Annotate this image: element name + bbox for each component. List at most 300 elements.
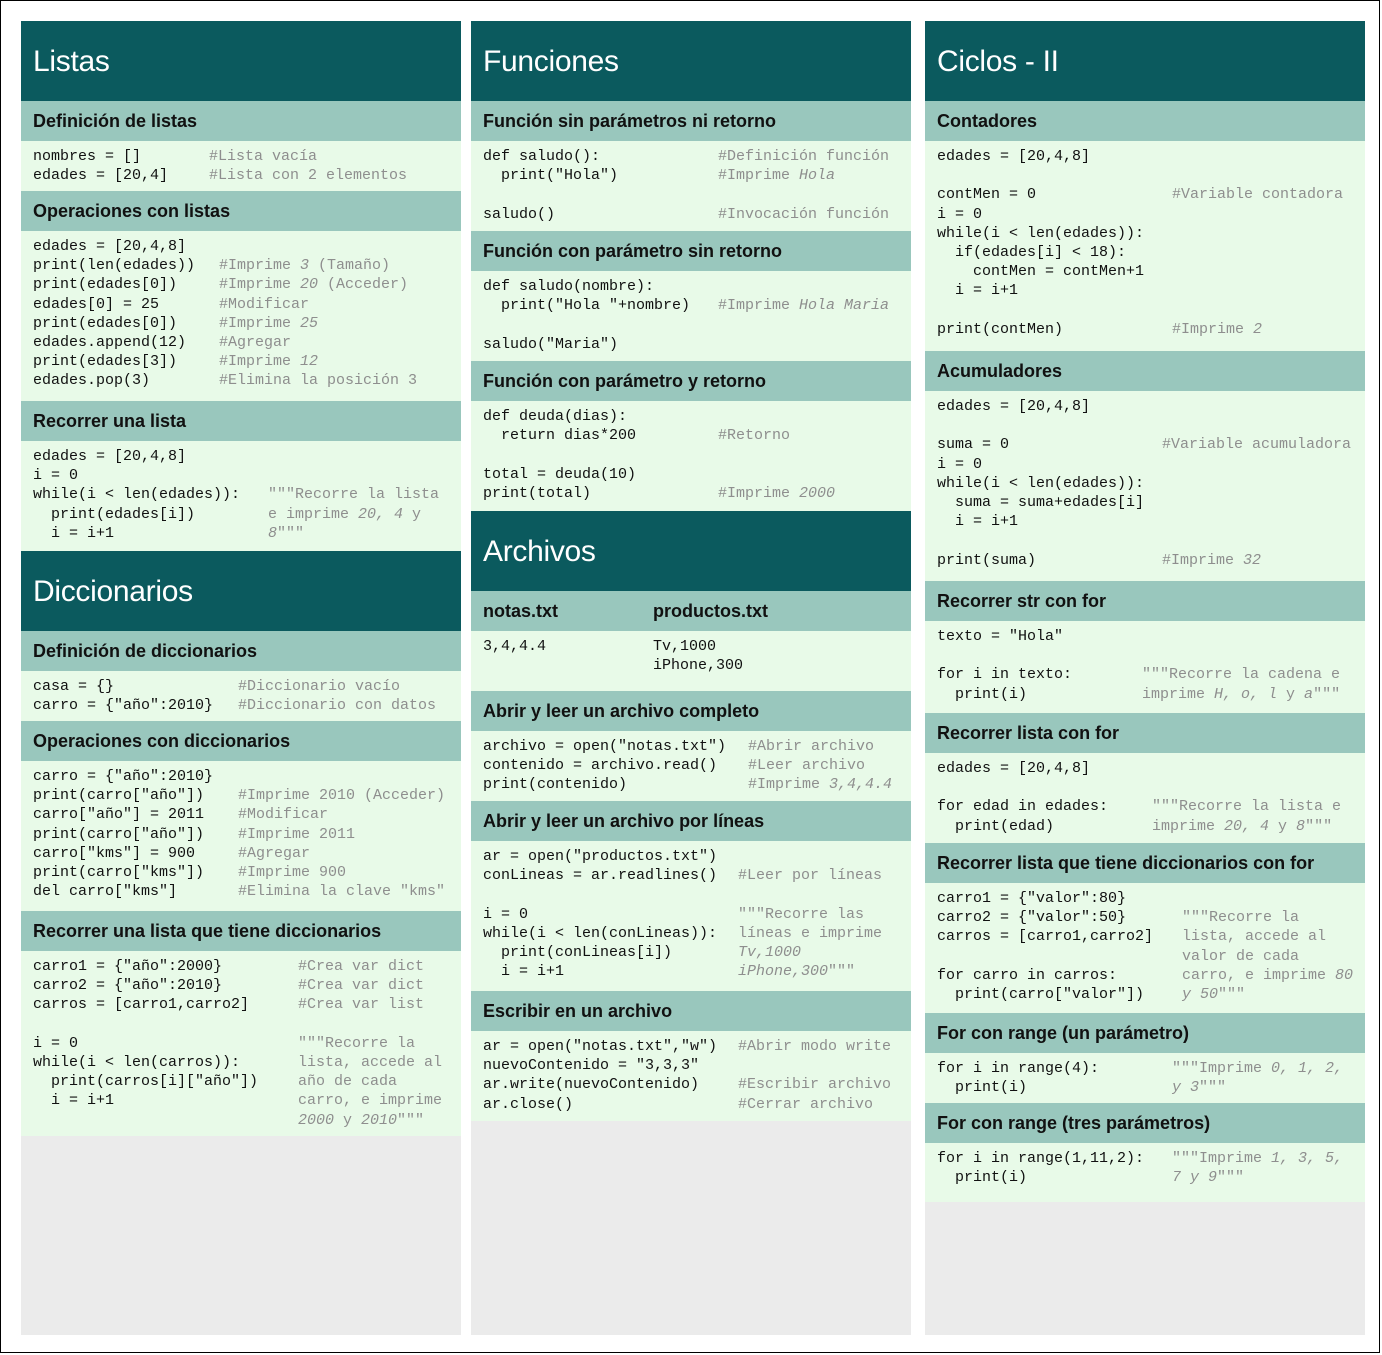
code-text: while(i < len(carros)): (33, 1053, 241, 1071)
code-text: carros = [carro1,carro2] (937, 928, 1154, 946)
comment-text: """ (397, 1111, 425, 1129)
code-line (471, 205, 911, 224)
code-text: for i in texto: (937, 666, 1073, 684)
code-line (925, 551, 1365, 570)
code-line (21, 805, 461, 824)
comment-text: #Escribir archivo (738, 1076, 892, 1094)
code-comment (748, 775, 892, 794)
code-comment (738, 905, 864, 924)
code-comment (1152, 797, 1341, 816)
code-line (471, 465, 911, 484)
comment-italic-value: a (1304, 685, 1314, 703)
code-text: def saludo(nombre): (483, 278, 655, 295)
code-block-acumuladores (925, 391, 1365, 581)
code-comment (268, 505, 421, 524)
code-line (925, 1078, 1365, 1097)
code-text: print(edades[3]) (33, 353, 178, 371)
code-line (471, 1095, 911, 1114)
code-line (925, 474, 1365, 493)
code-text: def deuda(dias): (483, 408, 628, 425)
comment-text: """ (1199, 1079, 1227, 1097)
code-line (925, 1168, 1365, 1187)
code-comment (298, 957, 424, 976)
comment-text: #Imprime (718, 484, 800, 502)
code-block-recorrer-str-for (925, 621, 1365, 713)
code-line (21, 485, 461, 504)
comment-text: y (334, 1111, 362, 1129)
code-text: edades = [20,4,8] (33, 448, 187, 465)
code-text: print("Hola") (483, 167, 619, 185)
code-text: saludo("Maria") (483, 335, 619, 353)
code-text: carro2 = {"valor":50} (937, 909, 1127, 927)
code-text: contMen = contMen+1 (937, 263, 1145, 281)
code-line (21, 505, 461, 524)
subheader-definicion-diccionarios: Definición de diccionarios (21, 631, 461, 671)
code-text: def saludo(): (483, 148, 601, 165)
comment-text: #Lista con 2 elementos (209, 167, 408, 185)
code-text: archivo = open("notas.txt") (483, 738, 727, 755)
code-line (925, 665, 1365, 684)
code-line (925, 281, 1365, 300)
subheader-funcion-sin-parametros: Función sin parámetros ni retorno (471, 101, 911, 141)
code-text: ar = open("productos.txt") (483, 848, 718, 865)
code-line (925, 397, 1365, 416)
code-text: carros = [carro1,carro2] (33, 996, 250, 1014)
subheader-range-tres-parametros: For con range (tres parámetros) (925, 1103, 1365, 1143)
code-line (21, 1072, 461, 1091)
code-line (471, 775, 911, 794)
comment-italic-value: 25 (300, 314, 319, 332)
code-comment (1182, 947, 1299, 966)
comment-text: """ (1305, 817, 1333, 835)
code-comment (1182, 966, 1353, 985)
code-line (925, 817, 1365, 836)
comment-text: """Recorre las (738, 905, 865, 923)
code-comment (268, 485, 439, 504)
comment-text: imprime (1152, 817, 1225, 835)
code-comment (1152, 817, 1332, 836)
code-comment (298, 1072, 397, 1091)
comment-text: #Elimina la clave "kms" (238, 883, 446, 901)
code-line (21, 863, 461, 882)
file-name-productos: productos.txt (653, 601, 768, 621)
comment-italic-value: 3 (300, 257, 310, 275)
code-comment (718, 426, 790, 445)
code-text: print(i) (937, 1079, 1028, 1097)
code-comment (1182, 985, 1245, 1004)
section-title-ciclos: Ciclos - II (925, 21, 1365, 101)
code-comment (1162, 435, 1351, 454)
comment-text: lista, accede al (298, 1053, 443, 1071)
code-line (925, 685, 1365, 704)
comment-text: #Lista vacía (209, 148, 318, 165)
comment-text: #Diccionario vacío (238, 678, 401, 695)
comment-italic-value: 7 y 9 (1172, 1169, 1218, 1187)
subheader-leer-archivo-completo: Abrir y leer un archivo completo (471, 691, 911, 731)
code-line (925, 985, 1365, 1004)
code-line (925, 243, 1365, 262)
code-comment (219, 275, 408, 294)
comment-italic-value: 20, 4 (358, 505, 404, 523)
comment-italic-value: 12 (300, 353, 319, 371)
code-comment (298, 1091, 442, 1110)
code-block-operaciones-listas (21, 231, 461, 401)
comment-italic-value: y 3 (1172, 1079, 1200, 1097)
comment-text: (Acceder) (318, 276, 409, 294)
code-comment (268, 524, 304, 543)
subheader-recorrer-str-for: Recorrer str con for (925, 581, 1365, 621)
comment-text: y (403, 505, 422, 523)
code-text: print(carro["valor"]) (937, 985, 1145, 1003)
code-line (21, 1091, 461, 1110)
comment-text: #Imprime (748, 776, 830, 794)
comment-italic-value: 2000 (799, 484, 836, 502)
comment-text: #Variable acumuladora (1162, 436, 1352, 454)
code-text: contenido = archivo.read() (483, 757, 718, 775)
code-text: print(edades[0]) (33, 276, 178, 294)
code-line (21, 957, 461, 976)
subheader-definicion-listas: Definición de listas (21, 101, 461, 141)
code-line (471, 277, 911, 296)
code-block-operaciones-diccionarios (21, 761, 461, 911)
code-comment (1172, 1078, 1226, 1097)
comment-text: e imprime (268, 505, 359, 523)
comment-text: #Elimina la posición 3 (219, 372, 418, 390)
code-line (21, 1015, 461, 1034)
code-comment (738, 962, 855, 981)
code-text: print(i) (937, 1169, 1028, 1187)
comment-text: #Imprime (219, 314, 301, 332)
code-text: print(i) (937, 685, 1028, 703)
code-text: del carro["kms"] (33, 883, 178, 901)
code-text: total = deuda(10) (483, 465, 637, 483)
comment-italic-value: Hola (799, 167, 836, 185)
comment-text: (Tamaño) (309, 257, 391, 275)
code-text: print("Hola "+nombre) (483, 297, 691, 315)
comment-text: """ (277, 524, 305, 542)
subheader-operaciones-listas: Operaciones con listas (21, 191, 461, 231)
files-header-row (471, 591, 911, 631)
code-line (471, 885, 911, 904)
code-line (471, 1037, 911, 1056)
code-comment (238, 805, 328, 824)
code-line (471, 943, 911, 962)
section-title-archivos: Archivos (471, 511, 911, 591)
code-line (21, 1053, 461, 1072)
code-comment (1142, 685, 1340, 704)
code-line (21, 524, 461, 543)
code-line (21, 466, 461, 485)
comment-text: """Recorre la (1182, 909, 1300, 927)
code-line (21, 677, 461, 696)
code-line (471, 924, 911, 943)
column-left (21, 21, 461, 1335)
comment-text: """ (1313, 685, 1341, 703)
comment-text: """Imprime (1172, 1060, 1272, 1077)
code-text: print(len(edades)) (33, 257, 196, 275)
comment-italic-value: 32 (1243, 551, 1262, 569)
code-text: for carro in carros: (937, 966, 1118, 984)
code-text: print(total) (483, 484, 592, 502)
code-comment (238, 696, 436, 715)
code-block-recorrer-lista-diccionarios-for (925, 883, 1365, 1013)
code-text: i = 0 (33, 1034, 79, 1052)
code-line (471, 737, 911, 756)
comment-italic-value: Hola Maria (799, 297, 890, 315)
code-block-contadores (925, 141, 1365, 351)
code-text: i = i+1 (483, 963, 565, 981)
code-line (925, 262, 1365, 281)
code-comment (738, 1075, 891, 1094)
comment-text: #Crea var dict (298, 958, 425, 975)
code-line (925, 1059, 1365, 1078)
code-line (925, 147, 1365, 166)
code-text: while(i < len(edades)): (937, 224, 1145, 242)
code-comment (1172, 1149, 1343, 1168)
code-line (21, 147, 461, 166)
code-text: edades = [20,4,8] (937, 398, 1091, 415)
code-line (925, 205, 1365, 224)
code-text: edades = [20,4] (33, 167, 169, 185)
code-text: carro2 = {"año":2010} (33, 977, 223, 995)
code-line (925, 185, 1365, 204)
code-line (21, 976, 461, 995)
code-comment (718, 166, 835, 185)
code-comment (1162, 551, 1261, 570)
code-line (21, 256, 461, 275)
comment-text: #Agregar (219, 333, 292, 351)
code-comment (1182, 927, 1326, 946)
code-comment (219, 352, 318, 371)
comment-italic-value: H, o, l (1214, 685, 1278, 703)
code-line (925, 435, 1365, 454)
code-text: edades = [20,4,8] (937, 148, 1091, 165)
code-comment (298, 1034, 415, 1053)
comment-italic-value: 2000 (298, 1111, 335, 1129)
comment-text: #Leer por líneas (738, 867, 883, 885)
comment-text: #Invocación función (718, 205, 890, 223)
code-line (21, 786, 461, 805)
section-title-listas: Listas (21, 21, 461, 101)
code-comment (748, 756, 865, 775)
subheader-contadores: Contadores (925, 101, 1365, 141)
code-text: ar.close() (483, 1095, 574, 1113)
code-comment (738, 866, 882, 885)
code-text: nombres = [] (33, 148, 142, 165)
comment-text: #Imprime (1162, 551, 1244, 569)
comment-text: #Imprime 2010 (Acceder) (238, 787, 446, 805)
code-line (471, 296, 911, 315)
code-line (925, 320, 1365, 339)
code-block-funcion-parametro-retorno (471, 401, 911, 511)
code-comment (238, 825, 355, 844)
code-block-range-tres-parametros (925, 1143, 1365, 1202)
comment-text: y (1269, 817, 1297, 835)
comment-text: #Imprime (219, 353, 301, 371)
code-text: edades.pop(3) (33, 372, 151, 390)
file-name-notas: notas.txt (483, 601, 559, 621)
comment-text: #Imprime 2011 (238, 825, 356, 843)
code-line (471, 315, 911, 334)
code-text: carro = {"año":2010} (33, 768, 214, 785)
code-line (21, 696, 461, 715)
comment-italic-value: iPhone,300 (738, 963, 829, 981)
code-text: carro["kms"] = 900 (33, 844, 196, 862)
comment-text: #Diccionario con datos (238, 697, 437, 715)
code-comment (238, 863, 346, 882)
code-text: while(i < len(edades)): (33, 486, 241, 504)
code-line (925, 455, 1365, 474)
comment-italic-value: 20 (300, 276, 319, 294)
code-comment (718, 147, 889, 166)
code-comment (238, 677, 400, 696)
code-comment (238, 844, 310, 863)
comment-text: #Imprime (219, 276, 301, 294)
code-comment (1172, 185, 1343, 204)
code-line (925, 493, 1365, 512)
code-line (925, 531, 1365, 550)
code-comment (718, 484, 835, 503)
code-text: print(edades[0]) (33, 314, 178, 332)
code-text: print(edades[i]) (33, 505, 196, 523)
comment-text: """ (1218, 985, 1246, 1003)
code-comment (298, 995, 424, 1014)
section-title-funciones: Funciones (471, 21, 911, 101)
code-line (21, 295, 461, 314)
code-line (471, 484, 911, 503)
code-line (471, 866, 911, 885)
code-text: while(i < len(conLineas)): (483, 924, 718, 942)
code-text: carro1 = {"año":2000} (33, 958, 223, 975)
code-comment (298, 1053, 442, 1072)
code-line (925, 927, 1365, 946)
code-comment (1142, 665, 1340, 684)
comment-text: #Crea var dict (298, 977, 425, 995)
code-line (21, 1111, 461, 1130)
code-line (925, 416, 1365, 435)
code-text: print(suma) (937, 551, 1037, 569)
comment-text: #Retorno (718, 427, 791, 445)
code-text: texto = "Hola" (937, 628, 1064, 645)
comment-text: #Imprime (1172, 320, 1254, 338)
code-line (925, 301, 1365, 320)
code-comment (209, 166, 407, 185)
code-text: ar = open("notas.txt","w") (483, 1038, 718, 1055)
code-line (21, 1034, 461, 1053)
code-comment (1182, 908, 1299, 927)
subheader-recorrer-lista: Recorrer una lista (21, 401, 461, 441)
code-text: print(carro["kms"]) (33, 863, 205, 881)
code-line (471, 407, 911, 426)
code-line (471, 905, 911, 924)
comment-text: #Imprime (718, 297, 800, 315)
code-comment (298, 976, 424, 995)
code-line (471, 426, 911, 445)
code-text: conLineas = ar.readlines() (483, 867, 718, 885)
comment-text: #Abrir modo write (738, 1038, 892, 1055)
comment-text: #Abrir archivo (748, 738, 875, 755)
comment-italic-value: 20, 4 (1224, 817, 1270, 835)
comment-italic-value: Tv,1000 (738, 943, 802, 961)
code-comment (1172, 1059, 1343, 1078)
subheader-recorrer-lista-diccionarios-for: Recorrer lista que tiene diccionarios con for (925, 843, 1365, 883)
code-line (925, 908, 1365, 927)
code-line (21, 352, 461, 371)
code-line (925, 947, 1365, 966)
notas-line: 3,4,4.4 (483, 638, 547, 655)
comment-text: #Imprime (219, 257, 301, 275)
code-line (21, 447, 461, 466)
code-line (21, 825, 461, 844)
productos-line: Tv,1000 (653, 638, 717, 655)
code-text: print(carro["año"]) (33, 787, 205, 805)
comment-text: #Leer archivo (748, 757, 866, 775)
code-line (21, 371, 461, 390)
code-text: ar.write(nuevoContenido) (483, 1076, 700, 1094)
code-line (471, 335, 911, 354)
code-line (21, 166, 461, 185)
code-text: edades = [20,4,8] (937, 760, 1091, 777)
comment-text: """Recorre la (298, 1034, 416, 1052)
code-comment (1172, 320, 1262, 339)
code-block-escribir-archivo (471, 1031, 911, 1121)
code-line (925, 797, 1365, 816)
column-middle (471, 21, 911, 1335)
comment-text: valor de cada (1182, 947, 1300, 965)
code-text: i = 0 (33, 467, 79, 485)
comment-text: #Imprime 900 (238, 863, 347, 881)
comment-text: y (1277, 685, 1305, 703)
code-text: for i in range(1,11,2): (937, 1150, 1145, 1167)
code-text: if(edades[i] < 18): (937, 243, 1127, 261)
code-comment (298, 1111, 424, 1130)
code-text: i = 0 (937, 205, 983, 223)
subheader-funcion-parametro-retorno: Función con parámetro y retorno (471, 361, 911, 401)
code-line (925, 966, 1365, 985)
comment-text: #Cerrar archivo (738, 1095, 874, 1113)
code-comment (738, 1095, 873, 1114)
code-line (21, 314, 461, 333)
code-text: contMen = 0 (937, 186, 1037, 204)
comment-text: """Recorre la cadena e (1142, 666, 1341, 684)
comment-italic-value: 80 (1335, 966, 1354, 984)
code-line (471, 756, 911, 775)
column-right (925, 21, 1365, 1335)
code-text: i = i+1 (33, 524, 115, 542)
comment-text: """Recorre la lista e (1152, 798, 1342, 816)
comment-text: """ (1217, 1169, 1245, 1187)
code-line (925, 224, 1365, 243)
code-text: print(edad) (937, 817, 1055, 835)
code-line (925, 778, 1365, 797)
code-line (471, 847, 911, 866)
code-text: edades.append(12) (33, 333, 187, 351)
comment-italic-value: 0, 1, 2, (1271, 1060, 1344, 1077)
code-comment (1172, 1168, 1244, 1187)
code-text: print(contMen) (937, 320, 1064, 338)
comment-text: #Crea var list (298, 996, 425, 1014)
code-block-recorrer-lista (21, 441, 461, 551)
comment-italic-value: 2010 (361, 1111, 398, 1129)
subheader-leer-archivo-lineas: Abrir y leer un archivo por líneas (471, 801, 911, 841)
code-line (925, 889, 1365, 908)
comment-text: lista, accede al (1182, 928, 1327, 946)
code-comment (738, 924, 882, 943)
comment-text: """ (828, 963, 856, 981)
code-line (925, 627, 1365, 646)
code-text: carro = {"año":2010} (33, 697, 214, 715)
comment-text: #Imprime (718, 167, 800, 185)
